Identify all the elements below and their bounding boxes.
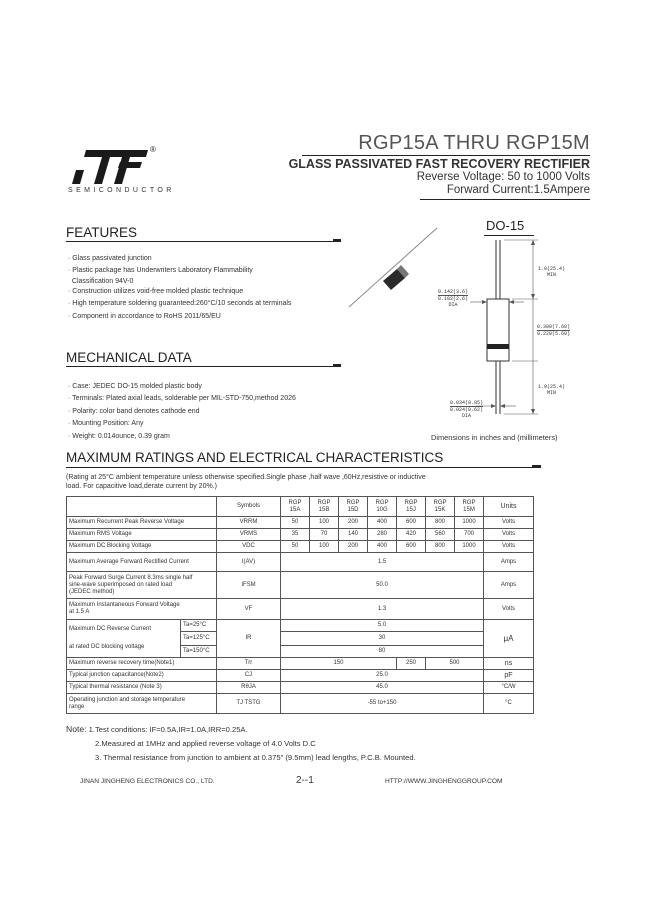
ratings-intro: (Rating at 25°C ambient temperature unless otherwise specified.Single phase ,half wave ,60Hz,resistive or inductive load. For capacitive load,derate current by 20%.) — [66, 474, 426, 490]
table-row: Maximum Recurrent Peak Reverse Voltage VRRM 50 100 200 400 600 800 1000 Volts — [67, 517, 534, 529]
header-symbols: Symbols — [217, 497, 281, 517]
header-part: RGP 15M — [455, 497, 484, 517]
ratings-table — [66, 496, 534, 714]
mechanical-item: · Terminals: Plated axial leads, solderable per MIL-STD-750,method 2026 — [68, 395, 296, 403]
table-row: Typical junction capacitance(Note2) CJ 25.0 pF — [67, 670, 534, 682]
diode-illustration — [345, 225, 445, 310]
table-row: Maximum Average Forward Rectified Current I(AV) 1.5 Amps — [67, 553, 534, 572]
title-rule — [302, 155, 590, 156]
feature-item: · Construction utilizes void-free molded plastic technique — [68, 287, 244, 295]
ratings-rule — [66, 467, 541, 468]
mechanical-item: · Mounting Position: Any — [68, 420, 144, 428]
reverse-voltage: Reverse Voltage: 50 to 1000 Volts — [416, 171, 590, 183]
feature-item: · Glass passivated junction — [68, 255, 152, 262]
subtitle-rule — [420, 199, 590, 200]
ratings-title: MAXIMUM RATINGS AND ELECTRICAL CHARACTERISTICS — [66, 450, 444, 465]
forward-current: Forward Current:1.5Ampere — [446, 184, 590, 196]
header-part: RGP 10G — [368, 497, 397, 517]
feature-item: Classification 94V-0 — [71, 277, 134, 285]
product-type: GLASS PASSIVATED FAST RECOVERY RECTIFIER — [288, 157, 590, 171]
table-row: Maximum Instantaneous Forward Voltage at 1.5 A VF 1.3 Volts — [67, 599, 534, 620]
part-range-title: RGP15A THRU RGP15M — [358, 132, 590, 154]
features-rule — [66, 241, 341, 242]
mechanical-rule-tab — [333, 364, 341, 367]
features-title: FEATURES — [66, 225, 138, 240]
table-row: Peak Forward Surge Current 8.3ms single half sine-wave superimposed on rated load (JEDEC method) IFSM 50.0 Amps — [67, 572, 534, 599]
table-row: Maximum DC Blocking Voltage VDC 50 100 200 400 600 800 1000 Volts — [67, 541, 534, 553]
registered-mark: ® — [150, 145, 156, 154]
table-row: Operating junction and storage temperature range TJ TSTG -55 to+150 °C — [67, 694, 534, 714]
header-part: RGP 15D — [339, 497, 368, 517]
features-rule-tab — [333, 239, 341, 242]
table-header-row — [67, 497, 534, 517]
table-row: Maximum reverse recovery time(Note1) Trr 150 250 500 ns — [67, 658, 534, 670]
header-units: Units — [484, 497, 534, 517]
feature-item: · Component in accordance to RoHS 2011/65/EU — [68, 312, 221, 320]
dimensions-caption: Dimensions in inches and (millimeters) — [431, 433, 558, 442]
dim-lead-top: 1.0(25.4) MIN — [538, 266, 566, 278]
table-row: Ta=125°C 30 — [67, 632, 534, 646]
notes-label: Note: — [66, 724, 87, 734]
company-name: SEMICONDUCTOR — [68, 187, 175, 194]
package-name: DO-15 — [486, 218, 525, 233]
table-row: Ta=150°C 80 — [67, 646, 534, 658]
note-3: 3. Thermal resistance from junction to ambient at 0.375" (9.5mm) lead lengths, P.C.B. Mounted. — [95, 753, 416, 762]
mechanical-list — [68, 381, 296, 443]
table-row: Maximum DC Reverse Current at rated DC blocking voltage Ta=25°C IR 5.0 μA — [67, 620, 534, 632]
dim-body-diameter: 0.142(3.6) 0.102(2.6) DIA — [438, 289, 469, 308]
table-row: Maximum RMS Voltage VRMS 35 70 140 280 420 560 700 Volts — [67, 529, 534, 541]
dim-lead-bottom: 1.0(25.4) MIN — [538, 384, 566, 396]
notes-block — [66, 724, 248, 734]
mechanical-item: · Case: JEDEC DO-15 molded plastic body — [68, 383, 202, 390]
note-2: 2.Measured at 1MHz and applied reverse voltage of 4.0 Volts D.C — [95, 739, 316, 748]
features-list — [68, 253, 291, 323]
footer-website: HTTP://WWW.JINGHENGGROUP.COM — [385, 778, 503, 785]
company-logo — [72, 150, 152, 184]
note-1: Note: 1.Test conditions: IF=0.5A,IR=1.0A,IRR=0.25A. — [66, 724, 248, 734]
header-part: RGP 15A — [281, 497, 310, 517]
header-param-cell — [67, 497, 217, 517]
mechanical-title: MECHANICAL DATA — [66, 350, 192, 365]
header-part: RGP 15K — [426, 497, 455, 517]
footer-company: JINAN JINGHENG ELECTRONICS CO., LTD. — [80, 778, 215, 785]
mechanical-item: · Polarity: color band denotes cathode end — [68, 407, 200, 415]
footer-page-number: 2--1 — [296, 775, 314, 786]
feature-item: · Plastic package has Underwriters Laboratory Flammability — [68, 267, 253, 275]
ratings-rule-tab — [532, 465, 541, 468]
mechanical-item: · Weight: 0.014ounce, 0.39 gram — [68, 432, 170, 440]
header-part: RGP 15B — [310, 497, 339, 517]
feature-item: · High temperature soldering guaranteed:260°C/10 seconds at terminals — [68, 300, 292, 308]
table-row: Typical thermal resistance (Note 3) RθJA 45.0 °C/W — [67, 682, 534, 694]
header-part: RGP 15J — [397, 497, 426, 517]
dim-body-length: 0.300(7.60) 0.220(5.60) — [537, 324, 571, 337]
dim-lead-diameter: 0.034(0.85) 0.024(0.62) DIA — [450, 400, 484, 419]
mechanical-rule — [66, 366, 341, 367]
